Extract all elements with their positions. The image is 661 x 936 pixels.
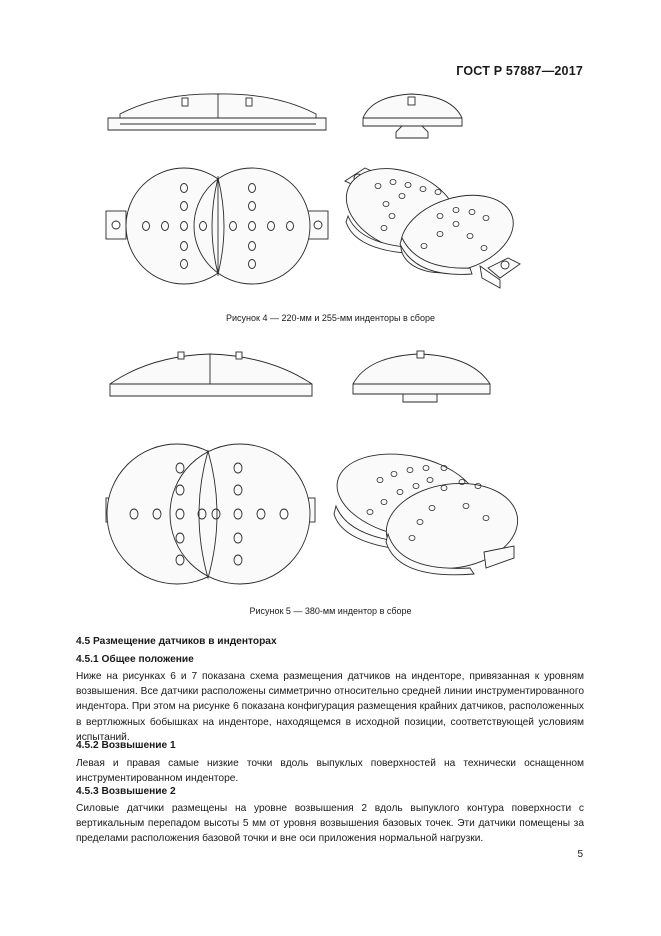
top-view-380 <box>106 444 315 584</box>
subsection-text-1: Ниже на рисунках 6 и 7 показана схема размещения датчиков на инденторе, привязанная к уровням возвышения. Все датчики расположены симметрично относительно средней линии инструментированного индентора. При этом на рисунке 6 показана конфигурация размещения крайних датчиков, расположенных в вертлюжных бобышках на инденторе, находящемся в исходной позиции, соответствующей условиям испытаний. <box>76 671 584 743</box>
isometric-view <box>334 153 523 288</box>
figure-5-caption: Рисунок 5 — 380-мм индентор в сборе <box>249 606 412 616</box>
subsection-title-3: 4.5.3 Возвышение 2 <box>76 786 176 797</box>
subsection-title-2: 4.5.2 Возвышение 1 <box>76 740 176 751</box>
side-view-380 <box>353 351 490 402</box>
subsection-text-3: Силовые датчики размещены на уровне возвышения 2 вдоль выпуклого контура поверхности с вертикальным перепадом высоты 5 мм от уровня возвышения базовых точек. Эти датчики помещены за пределами расположения базовой точки и вне оси приложения нормальной нагрузки. <box>76 803 584 845</box>
subsection-title-1: 4.5.1 Общее положение <box>76 654 194 665</box>
front-view-left <box>108 94 326 130</box>
isometric-view-380 <box>329 442 523 577</box>
side-view <box>363 94 462 138</box>
front-view-380 <box>110 352 312 396</box>
indenter-assembly-380-icon <box>0 346 661 586</box>
page-number: 5 <box>577 849 583 860</box>
indenter-assembly-220-255-icon <box>0 88 661 300</box>
standard-header: ГОСТ Р 57887—2017 <box>456 64 583 78</box>
figure-5-drawing <box>0 346 661 586</box>
figure-4-caption: Рисунок 4 — 220-мм и 255-мм инденторы в сборе <box>226 313 435 323</box>
section-title: 4.5 Размещение датчиков в инденторах <box>76 636 277 647</box>
subsection-text-2: Левая и правая самые низкие точки вдоль выпуклых поверхностей на технически оснащенном инструментированном инденторе. <box>76 758 584 785</box>
top-view <box>106 168 328 284</box>
figure-4-drawing <box>0 88 661 300</box>
